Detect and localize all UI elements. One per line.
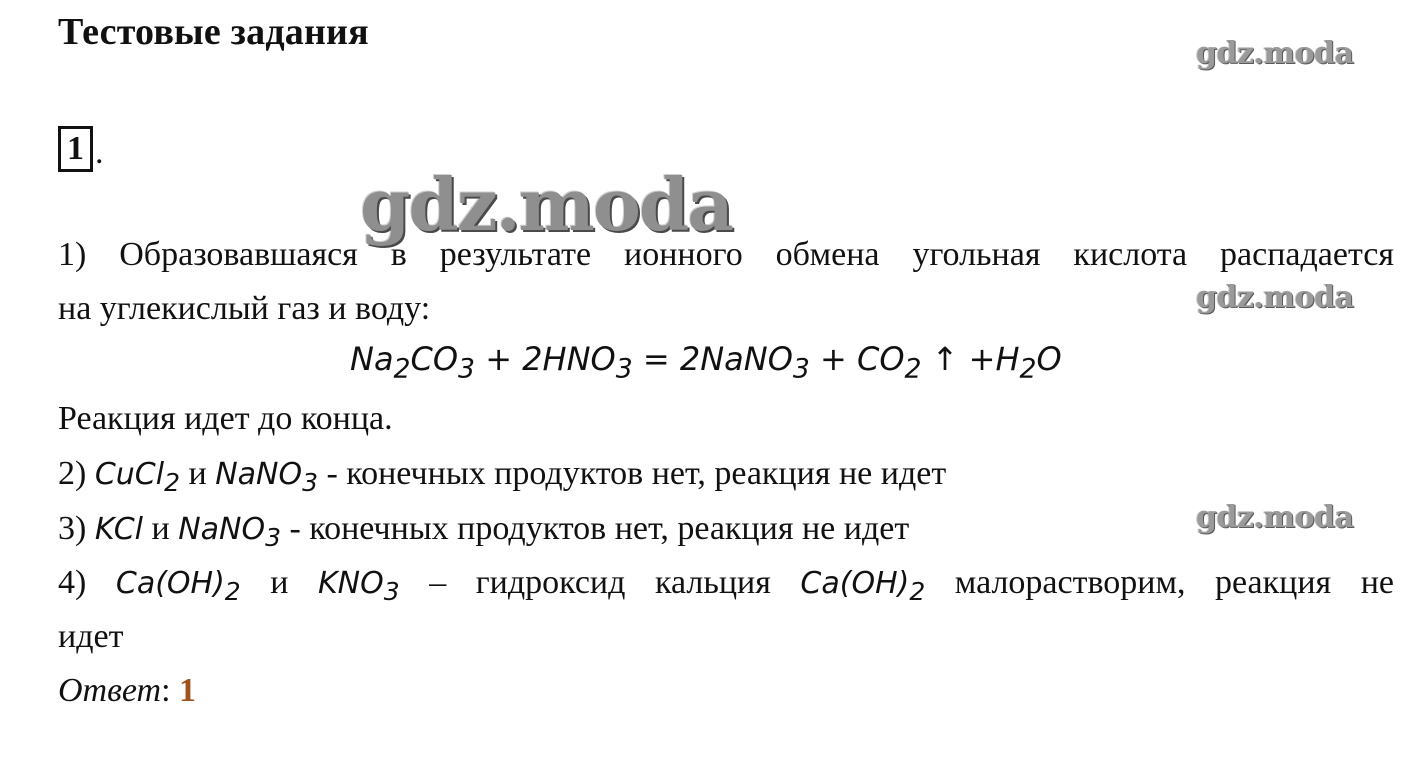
item-text: малорастворим, реакция не bbox=[954, 564, 1395, 601]
eq-term: CO bbox=[857, 340, 905, 378]
answer-label: Ответ bbox=[58, 672, 162, 709]
formula-sub: 2 bbox=[224, 577, 241, 606]
task-number-box: 1 bbox=[58, 126, 93, 172]
eq-sub: 3 bbox=[615, 353, 633, 385]
gas-arrow-icon: ↑ bbox=[931, 340, 959, 378]
formula-text: KNO bbox=[318, 566, 384, 601]
eq-term: 2HNO bbox=[522, 340, 616, 378]
eq-sub: 3 bbox=[458, 353, 476, 385]
item-prefix: 3) bbox=[58, 510, 87, 547]
formula-sub: 3 bbox=[302, 468, 318, 497]
formula bbox=[94, 457, 180, 497]
formula-sub: 2 bbox=[164, 468, 180, 497]
watermark-top-right: gdz.moda bbox=[1196, 36, 1354, 71]
item-text: – гидроксид кальция bbox=[429, 564, 771, 601]
eq-term: 2NaNO bbox=[679, 340, 793, 378]
eq-sub: 2 bbox=[904, 353, 922, 385]
eq-sub: 2 bbox=[1019, 353, 1037, 385]
conjunction: и bbox=[270, 564, 289, 601]
item-text: - конечных продуктов нет, реакция не идет bbox=[289, 510, 910, 547]
eq-term: O bbox=[1036, 340, 1062, 378]
formula bbox=[115, 566, 241, 606]
formula-text: Ca(OH) bbox=[115, 566, 225, 601]
formula bbox=[215, 457, 318, 497]
task-number-dot: . bbox=[95, 134, 104, 171]
eq-operator: = bbox=[642, 340, 670, 378]
eq-sub: 3 bbox=[792, 353, 810, 385]
answer-value: 1 bbox=[179, 672, 197, 709]
eq-sub: 2 bbox=[393, 353, 411, 385]
eq-operator: + bbox=[485, 340, 512, 378]
formula-sub: 3 bbox=[383, 577, 400, 606]
conjunction: и bbox=[151, 510, 170, 547]
item1-conclusion: Реакция идет до конца. bbox=[58, 400, 393, 437]
watermark-lower-right: gdz.moda bbox=[1196, 500, 1354, 535]
item4-line1 bbox=[58, 564, 1394, 606]
eq-term: CO bbox=[410, 340, 459, 378]
item-text: - конечных продуктов нет, реакция не идет bbox=[326, 455, 947, 492]
formula-text: NaNO bbox=[215, 457, 303, 492]
item2-line bbox=[58, 455, 946, 497]
watermark-big: gdz.moda bbox=[360, 162, 732, 247]
item1-line1: 1) Образовавшаяся в результате ионного обмена угольная кислота распадается bbox=[58, 236, 1394, 273]
eq-term: H bbox=[995, 340, 1020, 378]
conjunction: и bbox=[188, 455, 207, 492]
item1-line2: на углекислый газ и воду: bbox=[58, 290, 431, 327]
eq-operator: + bbox=[968, 340, 996, 378]
formula-text: Ca(OH) bbox=[800, 566, 910, 601]
formula bbox=[95, 512, 143, 547]
item4-line2: идет bbox=[58, 618, 124, 655]
section-title: Тестовые задания bbox=[58, 11, 369, 53]
reaction-equation bbox=[350, 340, 1062, 384]
formula-text: CuCl bbox=[94, 457, 165, 492]
item-prefix: 4) bbox=[58, 564, 87, 601]
eq-operator: + bbox=[820, 340, 847, 378]
item-prefix: 2) bbox=[58, 455, 87, 492]
watermark-mid-right: gdz.moda bbox=[1196, 280, 1354, 315]
item3-line bbox=[58, 510, 909, 552]
answer-colon: : bbox=[161, 672, 171, 709]
formula bbox=[178, 512, 281, 552]
formula bbox=[318, 566, 400, 606]
task-number bbox=[58, 126, 104, 172]
formula-text: NaNO bbox=[178, 512, 266, 547]
formula-text: KCl bbox=[94, 512, 143, 547]
eq-term: Na bbox=[350, 340, 394, 378]
formula-sub: 2 bbox=[909, 577, 926, 606]
formula bbox=[800, 566, 926, 606]
answer-line bbox=[58, 672, 196, 710]
formula-sub: 3 bbox=[265, 523, 281, 552]
